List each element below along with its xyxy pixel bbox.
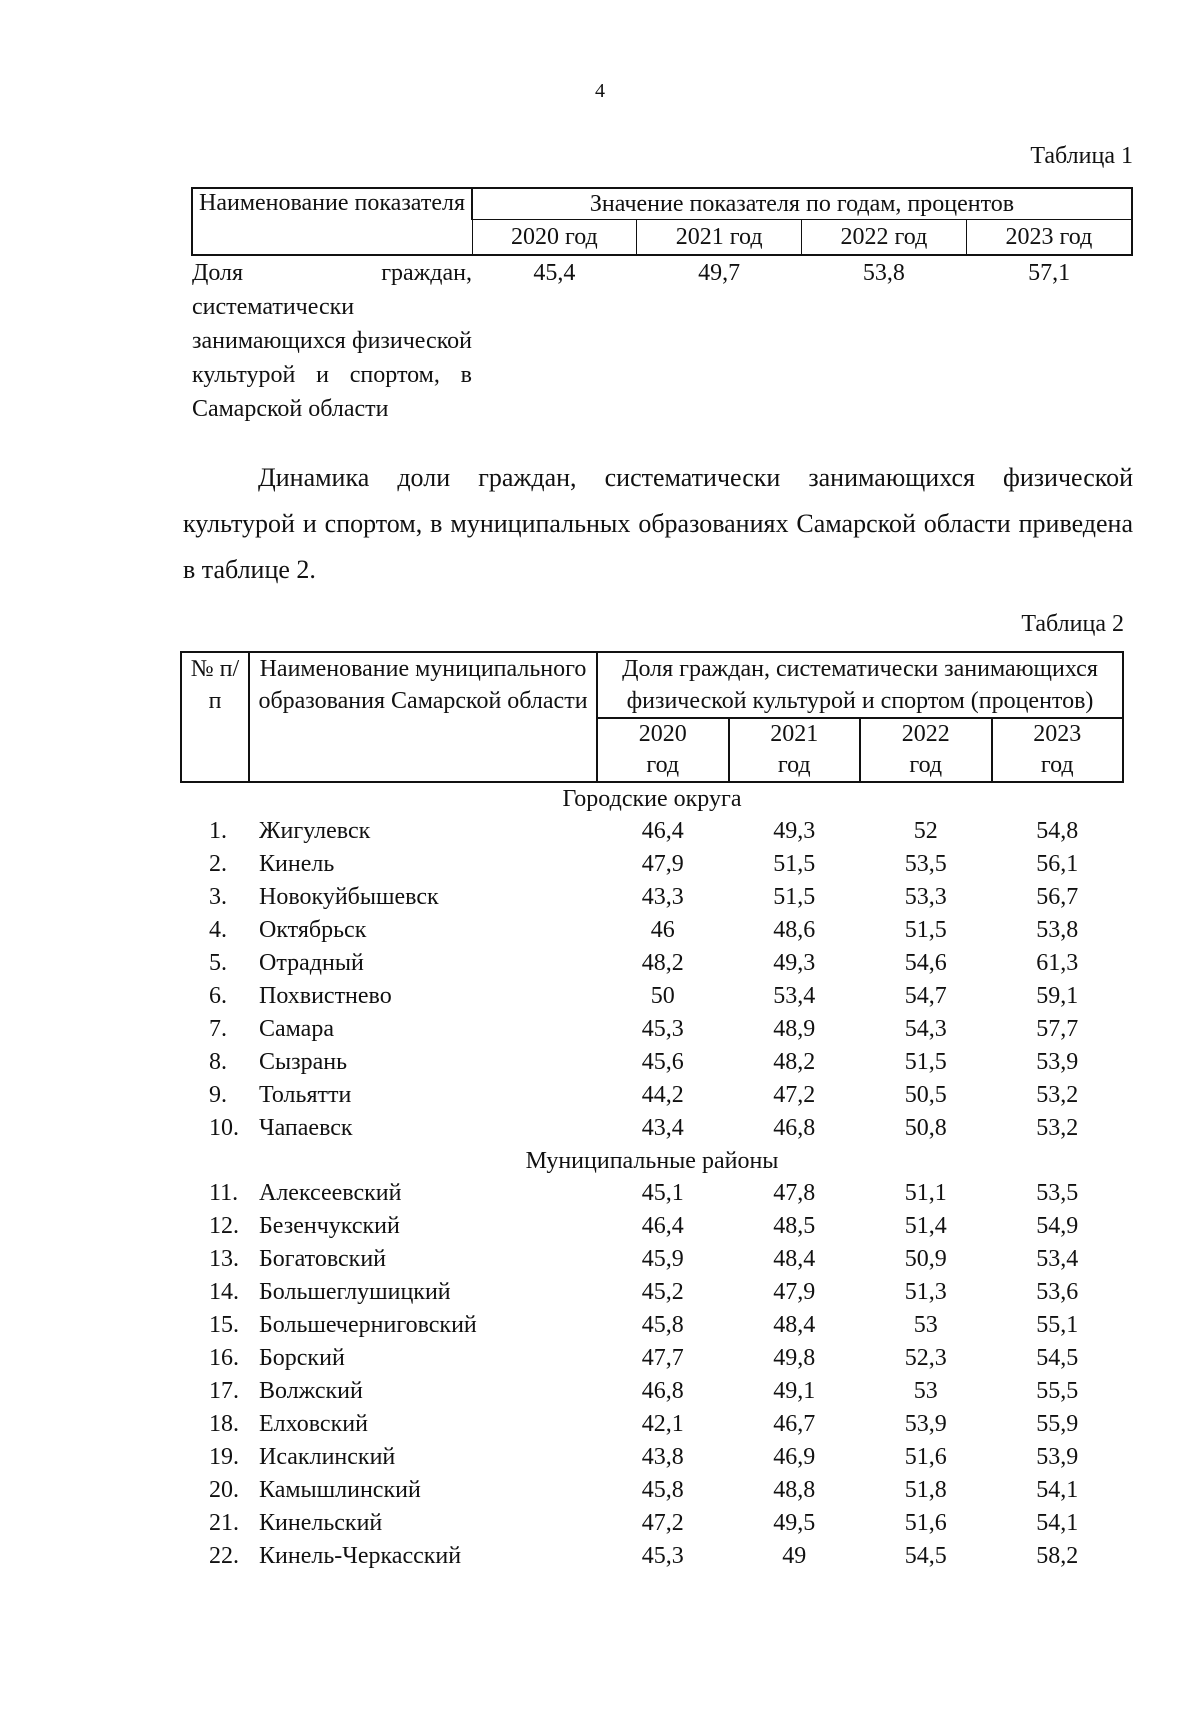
municipality-name: Похвистнево [259, 983, 392, 1009]
page-number: 4 [595, 80, 605, 102]
share-value: 45,8 [641, 1477, 684, 1503]
table-row [181, 1375, 1123, 1408]
share-value: 52 [913, 818, 938, 844]
share-value: 48,6 [773, 917, 816, 943]
share-value: 55,5 [1036, 1378, 1079, 1404]
share-value: 50 [650, 983, 675, 1009]
share-value: 46,8 [641, 1378, 684, 1404]
share-value: 48,2 [773, 1049, 816, 1075]
table-row [181, 1112, 1123, 1145]
share-value: 48,4 [773, 1246, 816, 1272]
row-number: 11. [209, 1180, 239, 1206]
table1-year: 2023 год [966, 220, 1132, 256]
share-value: 56,7 [1036, 884, 1079, 910]
share-value: 51,5 [773, 851, 816, 877]
table2-section-title: Муниципальные районы [525, 1148, 779, 1174]
share-value: 43,8 [641, 1444, 684, 1470]
share-value: 46,7 [773, 1411, 816, 1437]
table1-year: 2022 год [802, 220, 967, 256]
share-value: 45,1 [641, 1180, 684, 1206]
share-value: 44,2 [641, 1082, 684, 1108]
municipality-name: Тольятти [259, 1082, 352, 1108]
row-number: 18. [209, 1411, 239, 1437]
table1-header-name: Наименование показателя [192, 188, 472, 255]
row-number: 19. [209, 1444, 239, 1470]
table-row [181, 1276, 1123, 1309]
share-value: 53,4 [773, 983, 816, 1009]
table1-year: 2021 год [637, 220, 802, 256]
share-value: 53,4 [1036, 1246, 1079, 1272]
table1-value: 53,8 [862, 260, 905, 286]
row-number: 10. [209, 1115, 239, 1141]
share-value: 46,4 [641, 818, 684, 844]
table-row [181, 848, 1123, 881]
municipality-name: Камышлинский [259, 1477, 421, 1503]
row-number: 8. [209, 1049, 227, 1075]
table-row [181, 1013, 1123, 1046]
share-value: 54,5 [904, 1543, 947, 1569]
share-value: 50,9 [904, 1246, 947, 1272]
table-row [181, 947, 1123, 980]
share-value: 48,4 [773, 1312, 816, 1338]
table-row [181, 914, 1123, 947]
table1-year: 2020 год [472, 220, 637, 256]
share-value: 54,1 [1036, 1510, 1079, 1536]
row-number: 4. [209, 917, 227, 943]
municipality-name: Кинель [259, 851, 335, 877]
table2 [180, 651, 1124, 1573]
table2-year-number: 2023 [1033, 721, 1082, 747]
share-value: 49,1 [773, 1378, 816, 1404]
share-value: 53,2 [1036, 1082, 1079, 1108]
share-value: 47,9 [773, 1279, 816, 1305]
table1-value: 45,4 [533, 260, 576, 286]
share-value: 51,3 [904, 1279, 947, 1305]
share-value: 49,3 [773, 818, 816, 844]
share-value: 49,3 [773, 950, 816, 976]
share-value: 54,8 [1036, 818, 1079, 844]
share-value: 53,8 [1036, 917, 1079, 943]
row-number: 9. [209, 1082, 227, 1108]
table2-section-row [181, 782, 1123, 815]
row-number: 16. [209, 1345, 239, 1371]
municipality-name: Богатовский [259, 1246, 387, 1272]
share-value: 45,2 [641, 1279, 684, 1305]
table-row [181, 881, 1123, 914]
share-value: 55,9 [1036, 1411, 1079, 1437]
share-value: 49,8 [773, 1345, 816, 1371]
table-row [181, 1210, 1123, 1243]
municipality-name: Борский [259, 1345, 345, 1371]
table2-section-row [181, 1145, 1123, 1177]
table2-header-share: Доля граждан, систематически занимающихся физической культурой и спортом (процентов) [597, 652, 1123, 718]
municipality-name: Чапаевск [259, 1115, 353, 1141]
share-value: 51,8 [904, 1477, 947, 1503]
share-value: 48,5 [773, 1213, 816, 1239]
share-value: 56,1 [1036, 851, 1079, 877]
share-value: 48,2 [641, 950, 684, 976]
municipality-name: Исаклинский [259, 1444, 396, 1470]
table-row [181, 1507, 1123, 1540]
share-value: 46,9 [773, 1444, 816, 1470]
municipality-name: Большечерниговский [259, 1312, 477, 1338]
share-value: 51,5 [904, 1049, 947, 1075]
table-row [181, 1177, 1123, 1210]
table2-year-suffix: год [777, 752, 811, 778]
table2-header-num: № п/п [181, 652, 249, 782]
municipality-name: Елховский [259, 1411, 368, 1437]
share-value: 53,5 [904, 851, 947, 877]
table1 [191, 187, 1133, 426]
share-value: 53,3 [904, 884, 947, 910]
table-row [181, 1309, 1123, 1342]
share-value: 54,5 [1036, 1345, 1079, 1371]
table2-year [597, 718, 729, 782]
share-value: 47,8 [773, 1180, 816, 1206]
table2-year-suffix: год [1040, 752, 1074, 778]
municipality-name: Кинельский [259, 1510, 383, 1536]
row-number: 22. [209, 1543, 239, 1569]
municipality-name: Новокуйбышевск [259, 884, 439, 910]
share-value: 58,2 [1036, 1543, 1079, 1569]
row-number: 3. [209, 884, 227, 910]
share-value: 45,3 [641, 1016, 684, 1042]
share-value: 54,3 [904, 1016, 947, 1042]
table1-row-name: Доля граждан, систематически занимающихся физической культурой и спортом, в Самарской области [192, 260, 472, 422]
share-value: 42,1 [641, 1411, 684, 1437]
share-value: 48,9 [773, 1016, 816, 1042]
municipality-name: Большеглушицкий [259, 1279, 451, 1305]
share-value: 46 [650, 917, 675, 943]
table2-year-number: 2020 [638, 721, 687, 747]
share-value: 53,9 [1036, 1444, 1079, 1470]
share-value: 51,4 [904, 1213, 947, 1239]
table2-year [860, 718, 992, 782]
share-value: 43,4 [641, 1115, 684, 1141]
table2-header-name: Наименование муниципального образования Самарской области [249, 652, 597, 782]
share-value: 45,9 [641, 1246, 684, 1272]
share-value: 51,5 [904, 917, 947, 943]
table-row [181, 1342, 1123, 1375]
row-number: 20. [209, 1477, 239, 1503]
row-number: 7. [209, 1016, 227, 1042]
table2-year [992, 718, 1124, 782]
row-number: 14. [209, 1279, 239, 1305]
share-value: 45,6 [641, 1049, 684, 1075]
municipality-name: Самара [259, 1016, 334, 1042]
table1-caption: Таблица 1 [1030, 143, 1133, 169]
table2-year-number: 2021 [770, 721, 819, 747]
share-value: 49,5 [773, 1510, 816, 1536]
table2-year-suffix: год [909, 752, 943, 778]
share-value: 59,1 [1036, 983, 1079, 1009]
share-value: 53,9 [904, 1411, 947, 1437]
share-value: 61,3 [1036, 950, 1079, 976]
share-value: 43,3 [641, 884, 684, 910]
table-row [181, 815, 1123, 848]
table-row [181, 1243, 1123, 1276]
table-row [181, 1540, 1123, 1573]
share-value: 52,3 [904, 1345, 947, 1371]
share-value: 49 [782, 1543, 807, 1569]
municipality-name: Алексеевский [259, 1180, 402, 1206]
share-value: 45,8 [641, 1312, 684, 1338]
table2-year [729, 718, 861, 782]
table-row [181, 1474, 1123, 1507]
share-value: 51,6 [904, 1444, 947, 1470]
municipality-name: Волжский [259, 1378, 363, 1404]
share-value: 54,9 [1036, 1213, 1079, 1239]
table-row [181, 1408, 1123, 1441]
share-value: 51,6 [904, 1510, 947, 1536]
share-value: 45,3 [641, 1543, 684, 1569]
row-number: 1. [209, 818, 227, 844]
municipality-name: Отрадный [259, 950, 364, 976]
table-row [181, 1046, 1123, 1079]
share-value: 54,7 [904, 983, 947, 1009]
share-value: 53,6 [1036, 1279, 1079, 1305]
share-value: 53,2 [1036, 1115, 1079, 1141]
row-number: 6. [209, 983, 227, 1009]
table-row [181, 1441, 1123, 1474]
share-value: 53 [913, 1378, 938, 1404]
share-value: 47,2 [773, 1082, 816, 1108]
table1-header-values: Значение показателя по годам, процентов [472, 188, 1132, 220]
share-value: 53,5 [1036, 1180, 1079, 1206]
share-value: 47,2 [641, 1510, 684, 1536]
table-row [181, 1079, 1123, 1112]
row-number: 13. [209, 1246, 239, 1272]
municipality-name: Октябрьск [259, 917, 367, 943]
share-value: 47,7 [641, 1345, 684, 1371]
share-value: 46,8 [773, 1115, 816, 1141]
table-row [181, 980, 1123, 1013]
row-number: 2. [209, 851, 227, 877]
body-paragraph-text: Динамика доли граждан, систематически занимающихся физической культурой и спортом, в муниципальных образованиях Самарской области приведена в таблице 2. [183, 463, 1133, 584]
share-value: 54,6 [904, 950, 947, 976]
row-number: 15. [209, 1312, 239, 1338]
share-value: 48,8 [773, 1477, 816, 1503]
share-value: 50,5 [904, 1082, 947, 1108]
table2-year-suffix: год [646, 752, 680, 778]
table2-year-number: 2022 [901, 721, 950, 747]
municipality-name: Кинель-Черкасский [259, 1543, 462, 1569]
share-value: 54,1 [1036, 1477, 1079, 1503]
municipality-name: Жигулевск [259, 818, 371, 844]
table2-section-title: Городские округа [562, 786, 742, 812]
share-value: 51,1 [904, 1180, 947, 1206]
share-value: 47,9 [641, 851, 684, 877]
row-number: 12. [209, 1213, 239, 1239]
share-value: 51,5 [773, 884, 816, 910]
table1-value: 57,1 [1028, 260, 1071, 286]
share-value: 50,8 [904, 1115, 947, 1141]
row-number: 21. [209, 1510, 239, 1536]
share-value: 53,9 [1036, 1049, 1079, 1075]
municipality-name: Безенчукский [259, 1213, 400, 1239]
share-value: 46,4 [641, 1213, 684, 1239]
share-value: 53 [913, 1312, 938, 1338]
row-number: 17. [209, 1378, 239, 1404]
table2-caption: Таблица 2 [1021, 611, 1124, 637]
table1-value: 49,7 [698, 260, 741, 286]
row-number: 5. [209, 950, 227, 976]
body-paragraph [183, 455, 1133, 593]
share-value: 55,1 [1036, 1312, 1079, 1338]
municipality-name: Сызрань [259, 1049, 348, 1075]
share-value: 57,7 [1036, 1016, 1079, 1042]
